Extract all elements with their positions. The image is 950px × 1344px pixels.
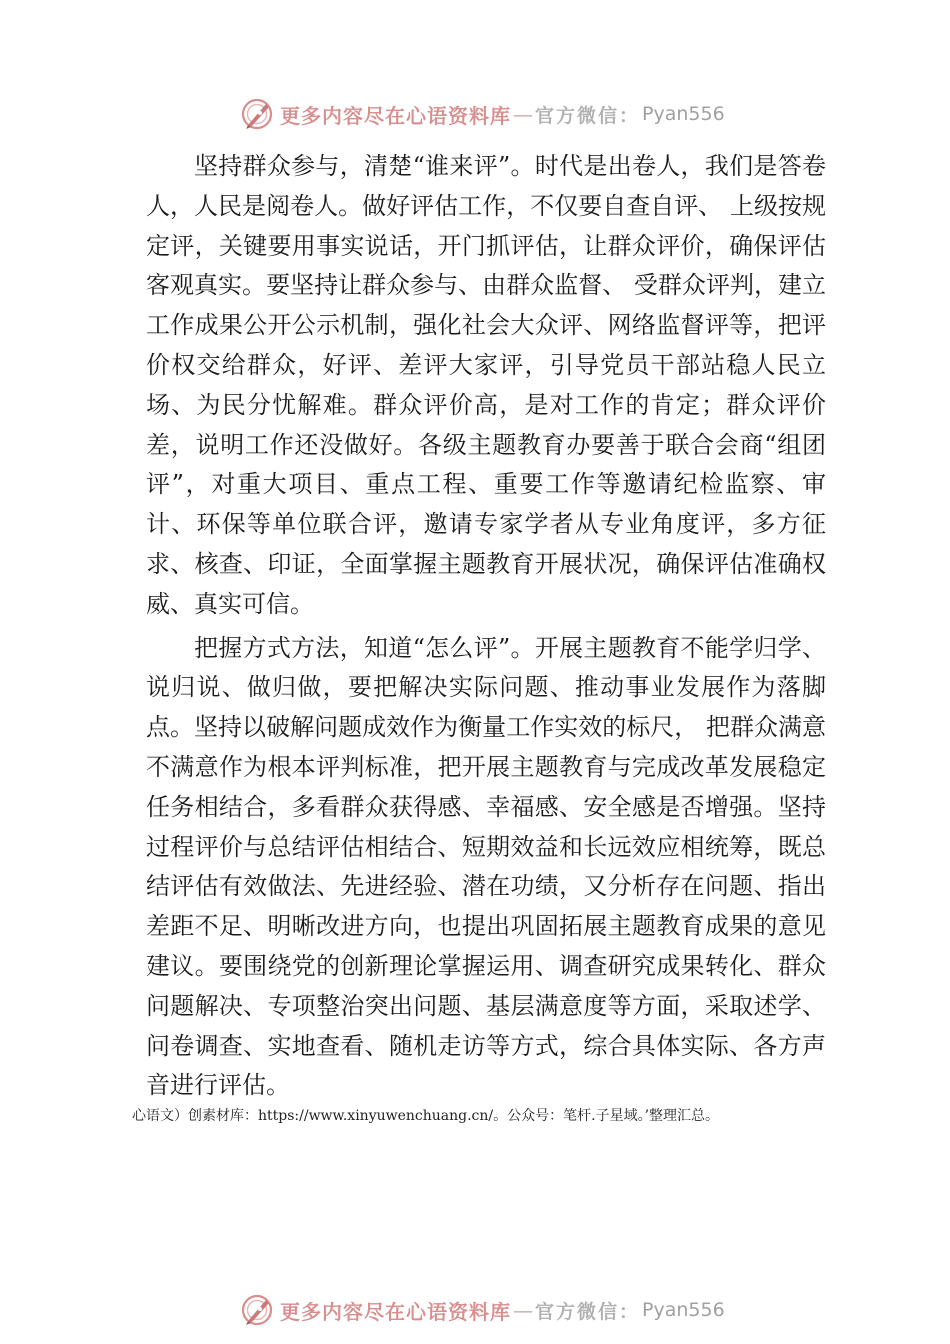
brand-logo-icon (240, 1293, 274, 1327)
banner-title: 更多内容尽在心语资料库 (280, 103, 511, 128)
banner-official-label: 官方微信： (535, 104, 641, 127)
header-banner (240, 94, 725, 134)
paragraph-1: 坚持群众参与，清楚“谁来评”。时代是出卷人，我们是答卷人，人民是阅卷人。做好评估工作，不仅要自查自评、 上级按规定评，关键要用事实说话，开门抓评估，让群众评价，确保评估客观真实。要坚持让群众参与、由群众监督、 受群众评判，建立工作成果公开公示机制，强化社会大众评、网络监督评等，把评价权交给群众，好评、差评大家评，引导党员干部站稳人民立场、为民分忧解难。群众评价高，是对工作的肯定；群众评价差，说明工作还没做好。各级主题教育办要善于联合会商“组团评”，对重大项目、重点工程、重要工作等邀请纪检监察、审计、环保等单位联合评，邀请专家学者从专业角度评，多方征求、核查、印证，全面掌握主题教育开展状况，确保评估准确权威、真实可信。 (146, 152, 826, 618)
paragraph-2: 把握方式方法，知道“怎么评”。开展主题教育不能学归学、说归说、做归做，要把解决实际问题、推动事业发展作为落脚点。坚持以破解问题成效作为衡量工作实效的标尺， 把群众满意不满意作为根本评判标准，把开展主题教育与完成改革发展稳定任务相结合，多看群众获得感、幸福感、安全感是否增强。坚持过程评价与总结评估相结合、短期效益和长远效应相统筹，既总结评估有效做法、先进经验、潜在功绩，又分析存在问题、指出差距不足、明晰改进方向，也提出巩固拓展主题教育成果的意见建议。要围绕党的创新理论掌握运用、调查研究成果转化、群众问题解决、专项整治突出问题、基层满意度等方面，采取述学、问卷调查、实地查看、随机走访等方式，综合具体实际、各方声音进行评估。 (146, 633, 826, 1100)
banner-wechat-id: Pyan556 (642, 103, 725, 125)
banner-official-label: 官方微信： (535, 1300, 641, 1323)
banner-wechat-id: Pyan556 (642, 1299, 725, 1321)
banner-title: 更多内容尽在心语资料库 (280, 1299, 511, 1324)
brand-logo-icon (240, 97, 274, 131)
banner-separator: — (513, 1298, 533, 1322)
footer-banner (240, 1290, 725, 1330)
source-footnote: 心语文）创素材库：https://www.xinyuwenchuang.cn/。公众号：笔杆.子星域。’整理汇总。 (132, 1108, 720, 1124)
banner-separator: — (513, 102, 533, 126)
document-body (146, 147, 826, 1106)
